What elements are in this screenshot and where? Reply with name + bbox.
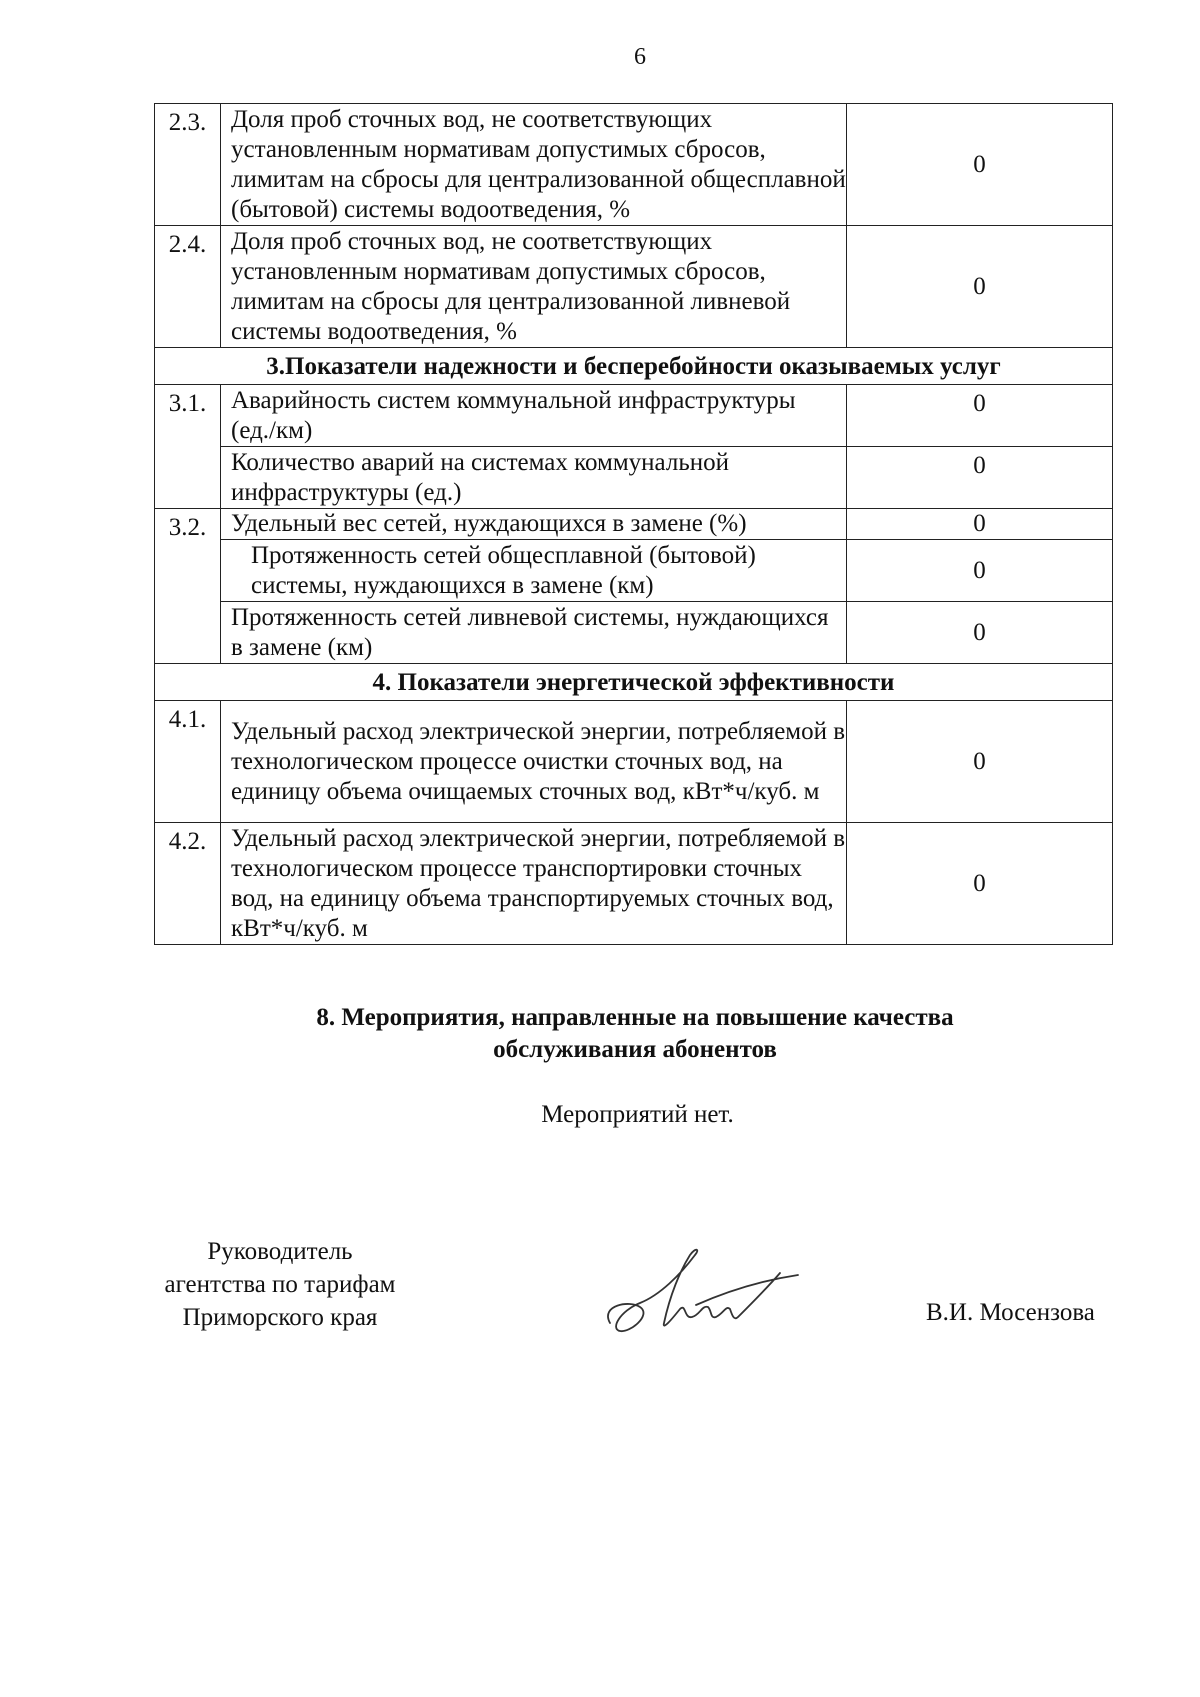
position-line: агентства по тарифам xyxy=(164,1271,396,1298)
position-line: Приморского края xyxy=(182,1304,378,1331)
row-number: 4.1. xyxy=(155,701,221,823)
signatory-name: В.И. Мосензова xyxy=(926,1299,1095,1326)
row-value: 0 xyxy=(847,447,1113,509)
row-text: Доля проб сточных вод, не соответствующих установленным нормативам допустимых сбросов, лимитам на сбросы для централизованной ливневой системы водоотведения, % xyxy=(221,226,847,348)
row-number: 3.1. xyxy=(155,385,221,509)
row-value: 0 xyxy=(847,823,1113,945)
handwritten-signature xyxy=(600,1245,800,1337)
row-value: 0 xyxy=(847,385,1113,447)
table-row xyxy=(155,385,1113,447)
section-8-title-line1: 8. Мероприятия, направленные на повышение качества xyxy=(316,1004,954,1031)
indicators-table xyxy=(154,103,1113,945)
section-8-heading xyxy=(0,1002,1200,1066)
row-text: Количество аварий на системах коммунальной инфраструктуры (ед.) xyxy=(221,447,847,509)
table-row xyxy=(155,602,1113,664)
section-8-text: Мероприятий нет. xyxy=(541,1101,734,1128)
row-text: Протяженность сетей общесплавной (бытовой) системы, нуждающихся в замене (км) xyxy=(221,540,847,602)
row-value: 0 xyxy=(847,226,1113,348)
row-text: Удельный вес сетей, нуждающихся в замене (%) xyxy=(221,509,847,540)
row-text: Аварийность систем коммунальной инфраструктуры (ед./км) xyxy=(221,385,847,447)
table-row xyxy=(155,104,1113,226)
signatory-position xyxy=(150,1235,410,1334)
row-number: 2.4. xyxy=(155,226,221,348)
row-text: Доля проб сточных вод, не соответствующих установленным нормативам допустимых сбросов, лимитам на сбросы для централизованной общесплавной (бытовой) системы водоотведения, % xyxy=(221,104,847,226)
table-row xyxy=(155,823,1113,945)
row-number: 2.3. xyxy=(155,104,221,226)
row-value: 0 xyxy=(847,540,1113,602)
table-row xyxy=(155,701,1113,823)
row-text: Протяженность сетей ливневой системы, нуждающихся в замене (км) xyxy=(221,602,847,664)
row-text: Удельный расход электрической энергии, потребляемой в технологическом процессе транспортировки сточных вод, на единицу объема транспортируемых сточных вод, кВт*ч/куб. м xyxy=(221,823,847,945)
table-row xyxy=(155,509,1113,540)
row-value: 0 xyxy=(847,701,1113,823)
position-line: Руководитель xyxy=(207,1238,353,1265)
table-row xyxy=(155,540,1113,602)
section-8-title-line2: обслуживания абонентов xyxy=(493,1036,777,1063)
section-row xyxy=(155,664,1113,701)
section-row xyxy=(155,348,1113,385)
row-value: 0 xyxy=(847,509,1113,540)
row-text: Удельный расход электрической энергии, потребляемой в технологическом процессе очистки сточных вод, на единицу объема очищаемых сточных вод, кВт*ч/куб. м xyxy=(221,701,847,823)
row-number: 3.2. xyxy=(155,509,221,664)
table-row xyxy=(155,226,1113,348)
section-title: 4. Показатели энергетической эффективности xyxy=(155,664,1113,701)
row-value: 0 xyxy=(847,104,1113,226)
row-value: 0 xyxy=(847,602,1113,664)
table-row xyxy=(155,447,1113,509)
row-number: 4.2. xyxy=(155,823,221,945)
section-title: 3.Показатели надежности и бесперебойности оказываемых услуг xyxy=(155,348,1113,385)
page-number: 6 xyxy=(634,44,646,70)
